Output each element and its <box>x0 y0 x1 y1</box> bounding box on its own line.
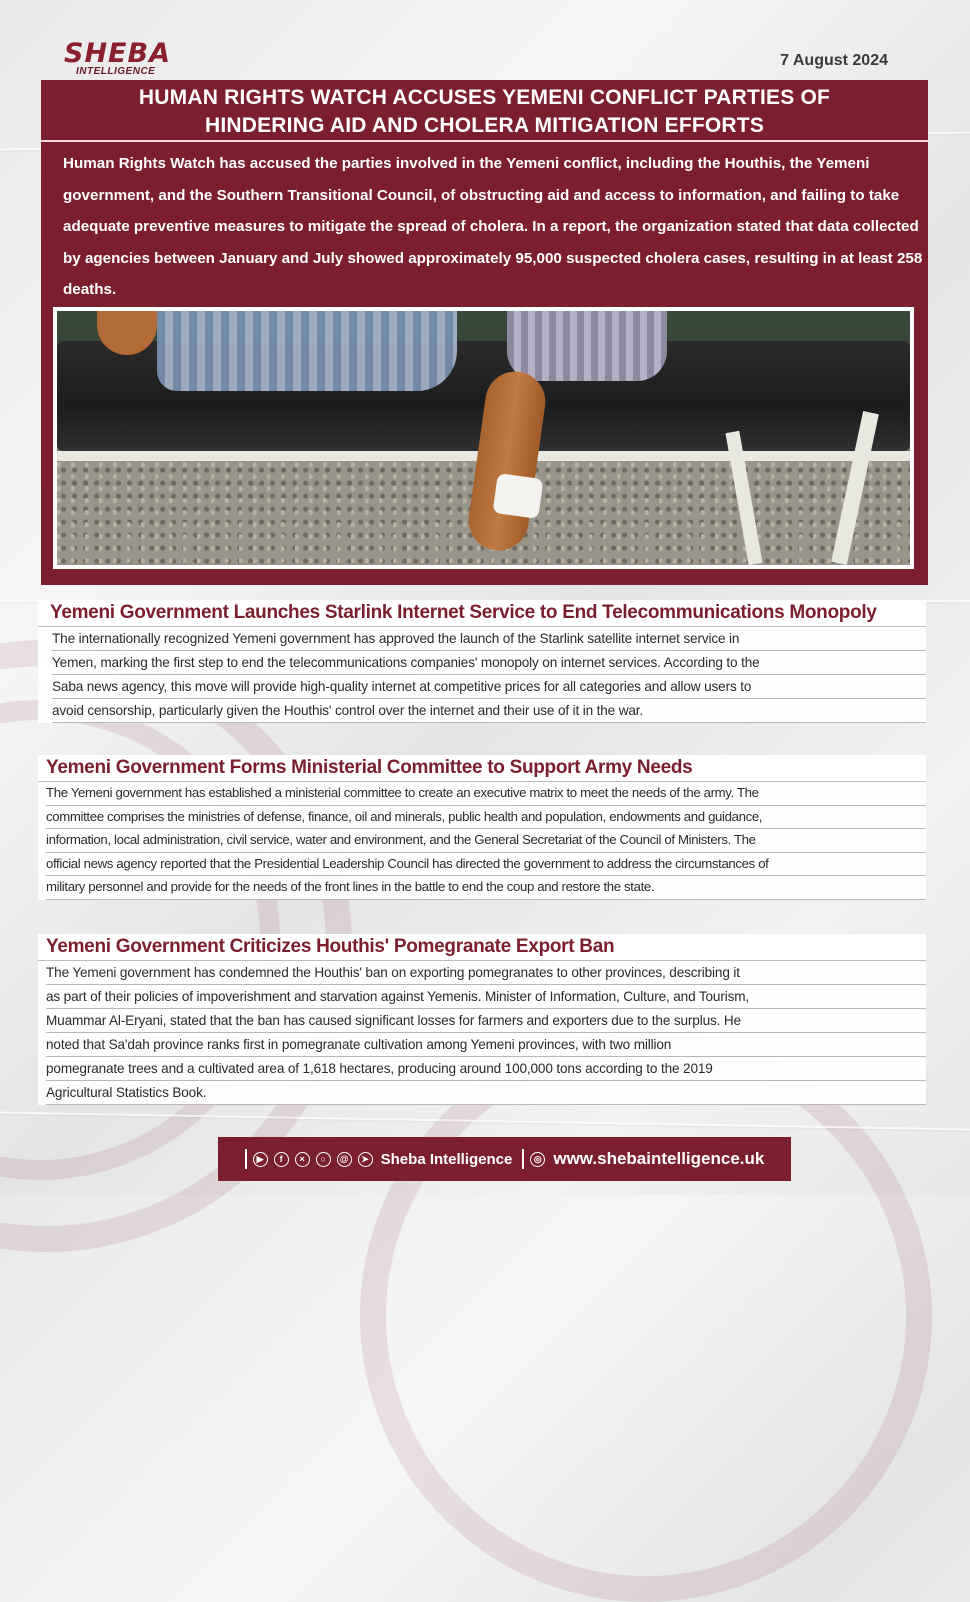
footer-separator <box>245 1149 247 1169</box>
lead-photo <box>57 311 910 565</box>
publication-date: 7 August 2024 <box>780 52 888 69</box>
article-body <box>38 627 926 723</box>
x-icon[interactable]: × <box>295 1152 310 1167</box>
footer-website-link[interactable]: www.shebaintelligence.uk <box>553 1149 765 1168</box>
instagram-icon[interactable]: ○ <box>316 1152 331 1167</box>
footer-brand-name: Sheba Intelligence <box>380 1150 513 1168</box>
lead-photo-frame <box>53 307 914 569</box>
logo-sub-text: INTELLIGENCE <box>76 66 156 77</box>
lead-headline-line-1: HUMAN RIGHTS WATCH ACCUSES YEMENI CONFLICT PARTIES OF <box>138 86 831 109</box>
background-arc <box>360 1030 932 1602</box>
footer-separator <box>522 1149 524 1169</box>
threads-icon[interactable]: @ <box>337 1152 352 1167</box>
photo-cloth <box>507 311 667 381</box>
article-line: committee comprises the ministries of defense, finance, oil and minerals, public health and population, endowments and guidance, <box>46 806 926 830</box>
article-body <box>38 782 926 900</box>
article-line: Muammar Al-Eryani, stated that the ban has caused significant losses for farmers and exporters due to the surplus. He <box>46 1009 926 1033</box>
telegram-icon[interactable]: ➤ <box>358 1152 373 1167</box>
article-line: military personnel and provide for the needs of the front lines in the battle to end the coup and restore the state. <box>46 876 926 900</box>
article-title: Yemeni Government Forms Ministerial Committee to Support Army Needs <box>38 755 926 782</box>
facebook-icon[interactable]: f <box>274 1152 289 1167</box>
article-title: Yemeni Government Launches Starlink Internet Service to End Telecommunications Monopoly <box>38 600 926 627</box>
photo-bandage <box>492 473 543 519</box>
article-line: Agricultural Statistics Book. <box>46 1081 926 1105</box>
article-line: Yemen, marking the first step to end the telecommunications companies' monopoly on internet services. According to the <box>52 651 926 675</box>
article-pomegranate-ban <box>38 934 926 1105</box>
article-line: The internationally recognized Yemeni government has approved the launch of the Starlink satellite internet service in <box>52 627 926 651</box>
article-line: The Yemeni government has condemned the Houthis' ban on exporting pomegranates to other provinces, describing it <box>46 961 926 985</box>
lead-body: Human Rights Watch has accused the parties involved in the Yemeni conflict, including the Houthis, the Yemeni government, and the Southern Transitional Council, of obstructing aid and access to information, and failing to take adequate preventive measures to mitigate the spread of cholera. In a report, the organization stated that data collected by agencies between January and July showed approximately 95,000 suspected cholera cases, resulting in at least 258 deaths. <box>63 155 923 298</box>
article-line: avoid censorship, particularly given the Houthis' control over the internet and their use of it in the war. <box>52 699 926 723</box>
article-body <box>38 961 926 1105</box>
article-line: information, local administration, civil service, water and environment, and the General Secretariat of the Council of Ministers. The <box>46 829 926 853</box>
youtube-icon[interactable]: ▶ <box>253 1152 268 1167</box>
globe-icon: ◎ <box>530 1152 545 1167</box>
article-line: The Yemeni government has established a ministerial committee to create an executive matrix to meet the needs of the army. The <box>46 782 926 806</box>
article-ministerial-committee <box>38 755 926 900</box>
article-line: as part of their policies of impoverishment and starvation against Yemenis. Minister of Information, Culture, and Tourism, <box>46 985 926 1009</box>
footer-bar <box>218 1137 791 1181</box>
article-line: pomegranate trees and a cultivated area of 1,618 hectares, producing around 100,000 tons according to the 2019 <box>46 1057 926 1081</box>
photo-cloth <box>157 311 457 391</box>
lead-story <box>41 80 928 585</box>
article-line: official news agency reported that the Presidential Leadership Council has directed the government to address the circumstances of <box>46 853 926 877</box>
logo <box>62 38 182 78</box>
logo-main-text: SHEBA <box>64 38 171 69</box>
article-title: Yemeni Government Criticizes Houthis' Pomegranate Export Ban <box>38 934 926 961</box>
article-line: noted that Sa'dah province ranks first in pomegranate cultivation among Yemeni provinces, with two million <box>46 1033 926 1057</box>
lead-headline-line-2: HINDERING AID AND CHOLERA MITIGATION EFFORTS <box>204 114 765 137</box>
article-line: Saba news agency, this move will provide high-quality internet at competitive prices for all categories and allow users to <box>52 675 926 699</box>
article-starlink <box>38 600 926 723</box>
lead-headline <box>41 80 928 142</box>
